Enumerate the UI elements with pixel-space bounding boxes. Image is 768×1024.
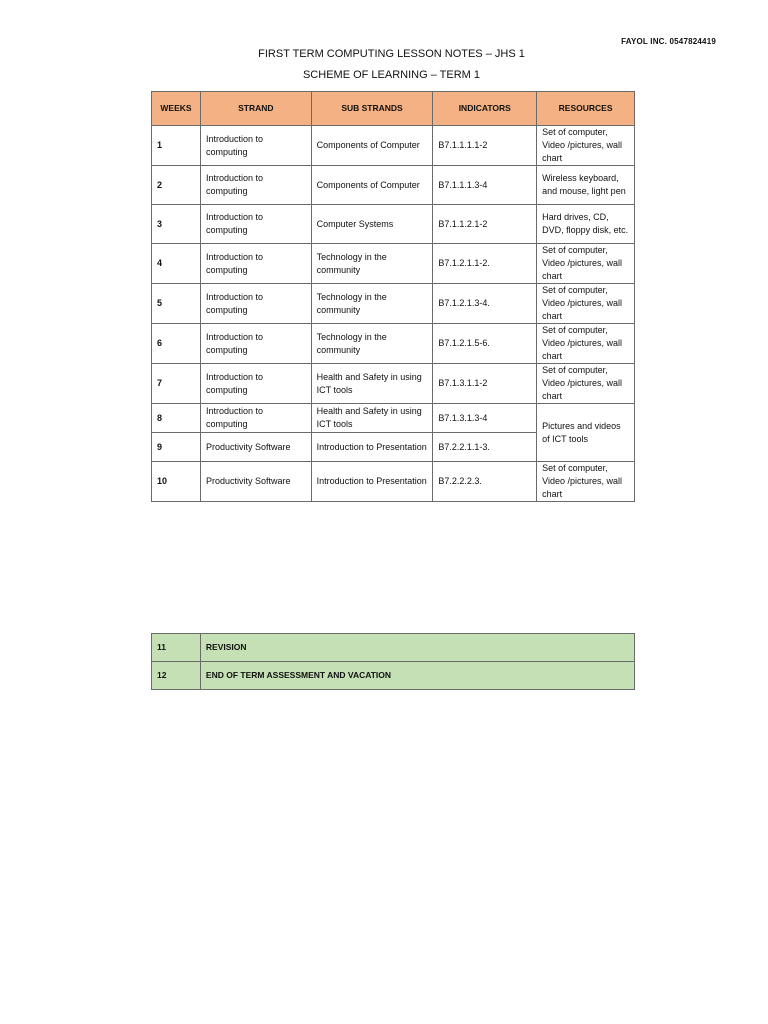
activity-cell: REVISION (200, 634, 634, 662)
week-cell: 11 (152, 634, 201, 662)
strand-cell: Introduction to computing (200, 166, 311, 205)
resources-cell: Set of computer, Video /pictures, wall chart (537, 126, 635, 166)
indicator-cell: B7.1.3.1.1-2 (433, 364, 537, 404)
strand-cell: Productivity Software (200, 462, 311, 502)
resources-cell: Set of computer, Video /pictures, wall chart (537, 462, 635, 502)
table-row (152, 205, 635, 244)
week-cell: 12 (152, 662, 201, 690)
week-cell: 3 (152, 205, 201, 244)
table-row (152, 284, 635, 324)
brand-contact: FAYOL INC. 0547824419 (621, 37, 716, 46)
indicator-cell: B7.1.2.1.5-6. (433, 324, 537, 364)
resources-cell: Set of computer, Video /pictures, wall chart (537, 324, 635, 364)
strand-cell: Introduction to computing (200, 244, 311, 284)
strand-cell: Introduction to computing (200, 324, 311, 364)
sub-strand-cell: Components of Computer (311, 126, 433, 166)
sub-strand-cell: Computer Systems (311, 205, 433, 244)
strand-cell: Introduction to computing (200, 364, 311, 404)
table-row (152, 166, 635, 205)
table-row (152, 404, 635, 433)
indicator-cell: B7.1.1.1.3-4 (433, 166, 537, 205)
resources-cell: Pictures and videos of ICT tools (537, 404, 635, 462)
week-cell: 2 (152, 166, 201, 205)
sub-strand-cell: Technology in the community (311, 324, 433, 364)
table-row (152, 126, 635, 166)
week-cell: 6 (152, 324, 201, 364)
week-cell: 4 (152, 244, 201, 284)
strand-cell: Productivity Software (200, 433, 311, 462)
revision-table (151, 633, 635, 690)
resources-cell: Hard drives, CD, DVD, floppy disk, etc. (537, 205, 635, 244)
header-resources: RESOURCES (537, 92, 635, 126)
table-row (152, 634, 635, 662)
indicator-cell: B7.1.2.1.1-2. (433, 244, 537, 284)
scheme-of-learning-table (151, 91, 635, 502)
header-sub-strands: SUB STRANDS (311, 92, 433, 126)
week-cell: 10 (152, 462, 201, 502)
strand-cell: Introduction to computing (200, 205, 311, 244)
resources-cell: Set of computer, Video /pictures, wall chart (537, 364, 635, 404)
indicator-cell: B7.1.1.2.1-2 (433, 205, 537, 244)
document-title: FIRST TERM COMPUTING LESSON NOTES – JHS 1 (258, 48, 525, 60)
header-strand: STRAND (200, 92, 311, 126)
week-cell: 7 (152, 364, 201, 404)
table-row (152, 662, 635, 690)
sub-strand-cell: Components of Computer (311, 166, 433, 205)
resources-cell: Set of computer, Video /pictures, wall chart (537, 284, 635, 324)
document-subtitle: SCHEME OF LEARNING – TERM 1 (302, 69, 481, 81)
week-cell: 5 (152, 284, 201, 324)
indicator-cell: B7.1.1.1.1-2 (433, 126, 537, 166)
sub-strand-cell: Technology in the community (311, 244, 433, 284)
indicator-cell: B7.1.3.1.3-4 (433, 404, 537, 433)
sub-strand-cell: Introduction to Presentation (311, 462, 433, 502)
indicator-cell: B7.2.2.2.3. (433, 462, 537, 502)
activity-cell: END OF TERM ASSESSMENT AND VACATION (200, 662, 634, 690)
week-cell: 1 (152, 126, 201, 166)
week-cell: 9 (152, 433, 201, 462)
sub-strand-cell: Health and Safety in using ICT tools (311, 364, 433, 404)
resources-cell: Wireless keyboard, and mouse, light pen (537, 166, 635, 205)
sub-strand-cell: Introduction to Presentation (311, 433, 433, 462)
resources-cell: Set of computer, Video /pictures, wall chart (537, 244, 635, 284)
sub-strand-cell: Technology in the community (311, 284, 433, 324)
table-row (152, 324, 635, 364)
strand-cell: Introduction to computing (200, 126, 311, 166)
indicator-cell: B7.1.2.1.3-4. (433, 284, 537, 324)
table-header-row (152, 92, 635, 126)
header-indicators: INDICATORS (433, 92, 537, 126)
strand-cell: Introduction to computing (200, 284, 311, 324)
table-row (152, 462, 635, 502)
sub-strand-cell: Health and Safety in using ICT tools (311, 404, 433, 433)
week-cell: 8 (152, 404, 201, 433)
table-row (152, 244, 635, 284)
strand-cell: Introduction to computing (200, 404, 311, 433)
table-row (152, 364, 635, 404)
header-weeks: WEEKS (152, 92, 201, 126)
indicator-cell: B7.2.2.1.1-3. (433, 433, 537, 462)
